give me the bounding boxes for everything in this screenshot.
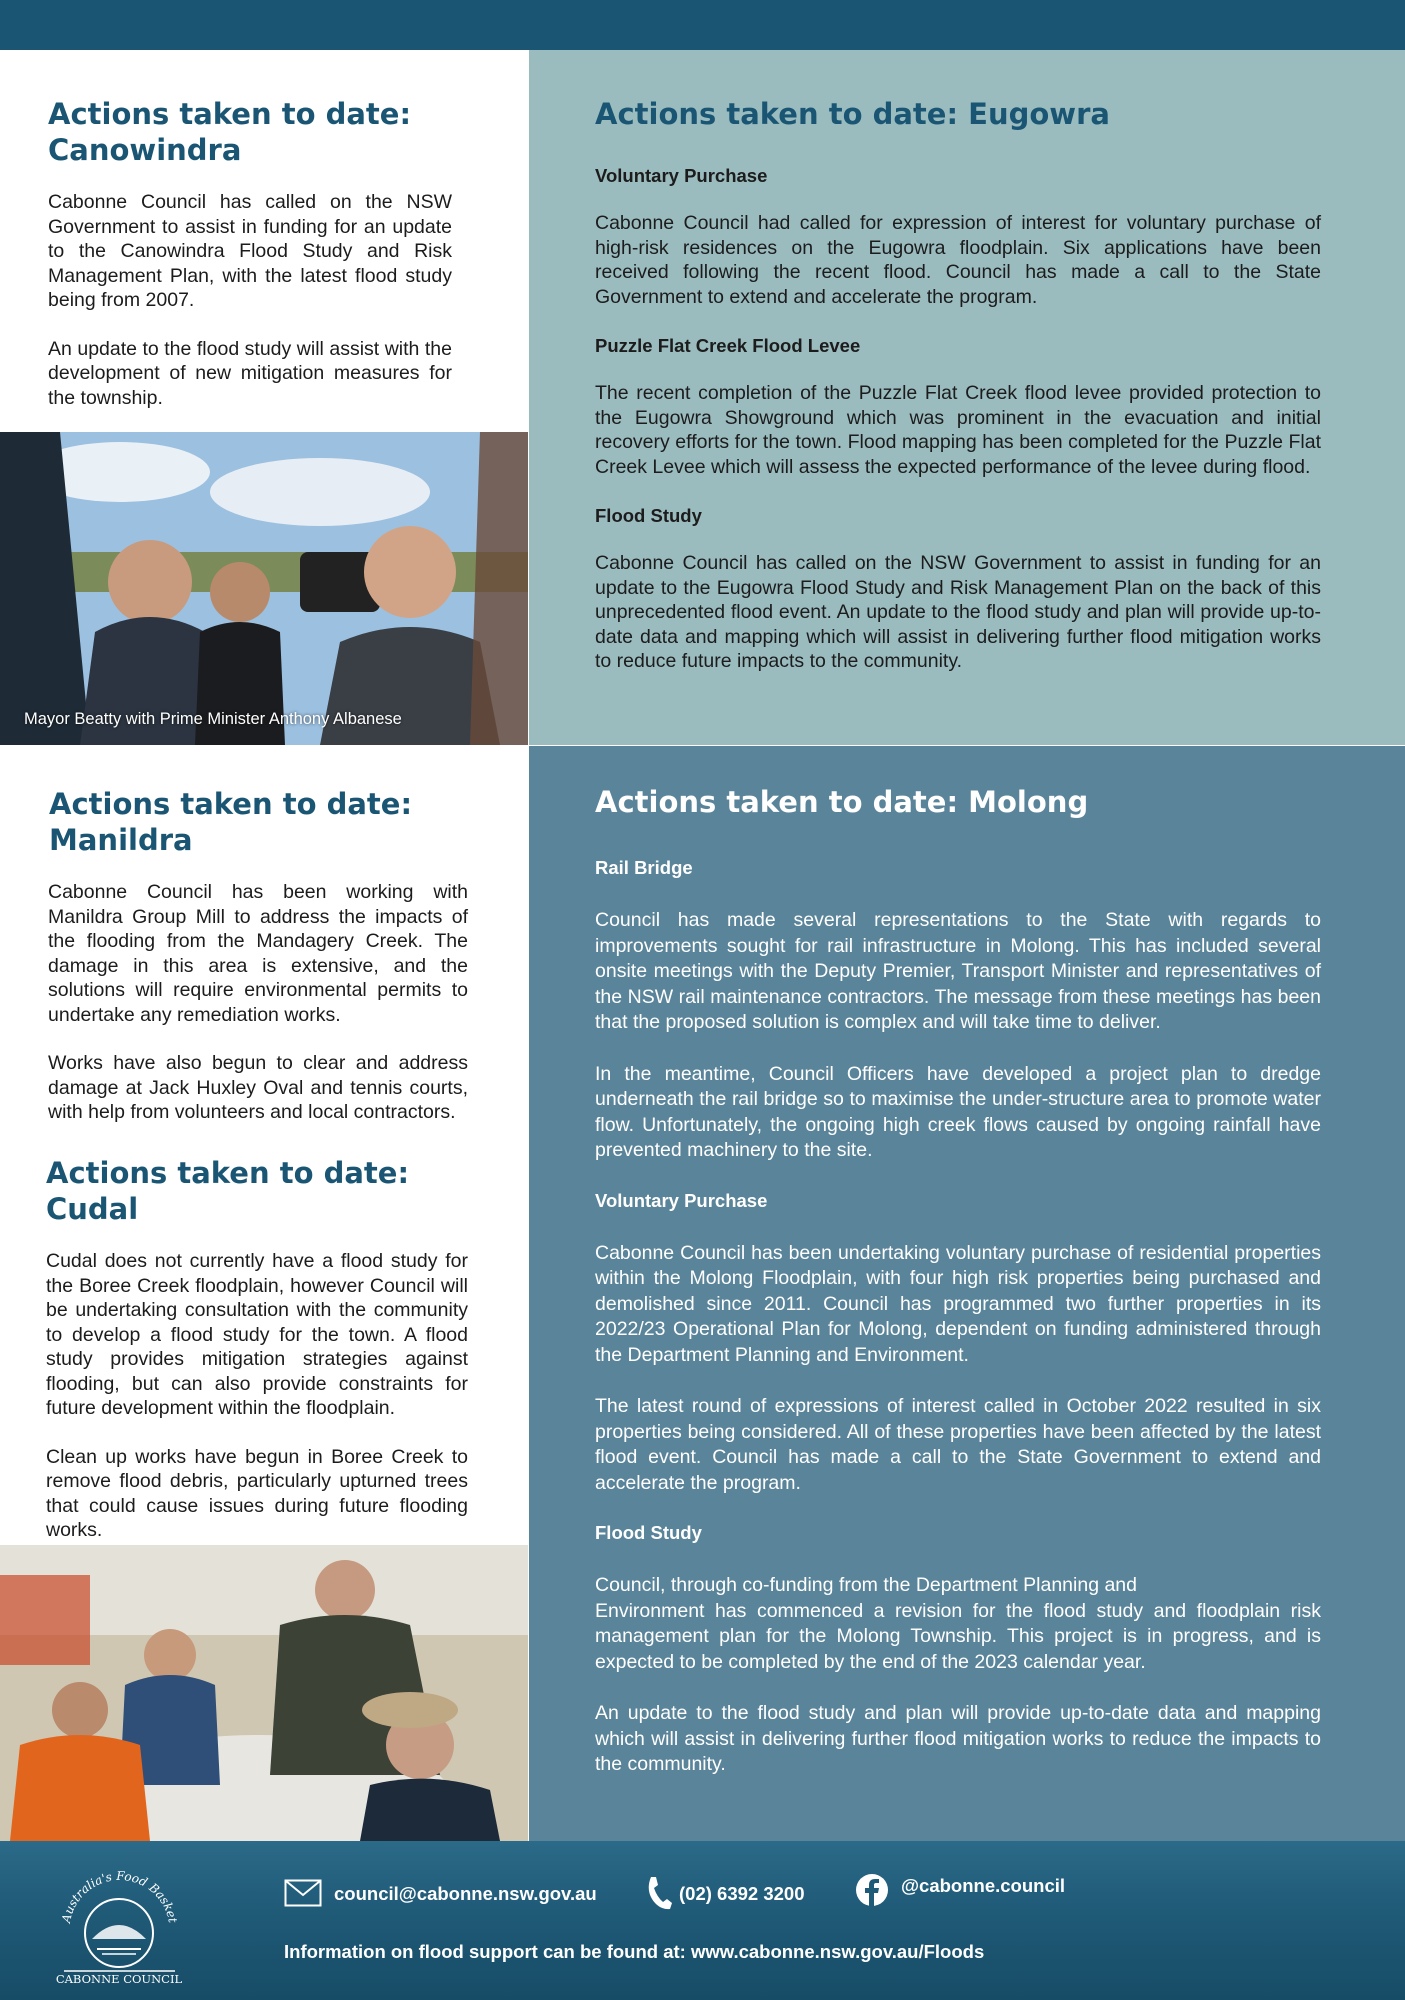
cudal-section (46, 1155, 468, 1543)
manildra-section (48, 786, 468, 1125)
molong-fs-paragraph-2: An update to the flood study and plan will provide up-to-date data and mapping which will assist in delivering further flood mitigation works to reduce the impacts to the community. (595, 1702, 1321, 1775)
cudal-paragraph-1: Cudal does not currently have a flood study for the Boree Creek floodplain, however Council will be undertaking consultation with the community to develop a flood study for the town. A flood study provides mitigation strategies against flooding, but can also provide constraints for future development within the floodplain. (46, 1250, 468, 1419)
facebook-icon (855, 1873, 889, 1907)
phone-number[interactable]: (02) 6392 3200 (679, 1883, 805, 1904)
mayor-prime-minister-photo (0, 432, 528, 745)
canowindra-title: Actions taken to date: Canowindra (48, 97, 412, 167)
photo-illustration (0, 432, 528, 745)
cabonne-council-logo (52, 1861, 187, 1986)
molong-vp-paragraph-2: The latest round of expressions of interest called in October 2022 resulted in six properties being considered. All of these properties have been affected by the latest flood event. Council has made a call to the State Government to extend and accelerate the program. (595, 1395, 1321, 1494)
eugowra-heading-voluntary-purchase: Voluntary Purchase (595, 165, 768, 186)
facebook-handle[interactable]: @cabonne.council (901, 1875, 1066, 1896)
molong-rail-paragraph-2: In the meantime, Council Officers have developed a project plan to dredge underneath the rail bridge so to maximise the under-structure area to promote water flow. Unfortunately, the ongoing high creek flows caused by ongoing rainfall have prevented machinery to the site. (595, 1062, 1321, 1161)
eugowra-section (595, 96, 1321, 674)
molong-heading-voluntary-purchase: Voluntary Purchase (595, 1189, 768, 1211)
molong-fs-paragraph-1: Council, through co-funding from the Department Planning and Environment has commenced a revision for the flood study and floodplain risk management plan for the Molong Township. This project is in progress, and is expected to be completed by the end of the 2023 calendar year. (595, 1574, 1321, 1673)
eugowra-title: Actions taken to date: Eugowra (595, 97, 1110, 131)
canowindra-paragraph-1: Cabonne Council has called on the NSW Government to assist in funding for an update to the Canowindra Flood Study and Risk Management Plan, with the latest flood study being from 2007. (48, 191, 452, 311)
canowindra-section (48, 96, 452, 410)
manildra-title: Actions taken to date: Manildra (49, 787, 413, 857)
svg-text:Australia's Food Basket: Australia's Food Basket (59, 1869, 180, 1925)
eugowra-heading-levee: Puzzle Flat Creek Flood Levee (595, 335, 861, 356)
svg-text:CABONNE COUNCIL: CABONNE COUNCIL (55, 1972, 183, 1986)
top-banner (0, 0, 1405, 50)
emergency-crew-photo (0, 1545, 528, 1841)
phone-icon (645, 1875, 673, 1911)
eugowra-text-voluntary-purchase: Cabonne Council had called for expression of interest for voluntary purchase of high-risk residences on the Eugowra floodplain. Six applications have been received following the recent flood. Council has made a call to the State Government to extend and accelerate the program. (595, 212, 1321, 308)
manildra-paragraph-1: Cabonne Council has been working with Manildra Group Mill to address the impacts of the flooding from the Mandagery Creek. The damage in this area is extensive, and the solutions will require environmental permits to undertake any remediation works. (48, 881, 468, 1026)
manildra-paragraph-2: Works have also begun to clear and address damage at Jack Huxley Oval and tennis courts, with help from volunteers and local contractors. (48, 1052, 468, 1123)
email-address[interactable]: council@cabonne.nsw.gov.au (334, 1883, 597, 1904)
molong-vp-paragraph-1: Cabonne Council has been undertaking voluntary purchase of residential properties within the Molong Floodplain, with four high risk properties being purchased and demolished since 2011. Council has programmed two further properties in its 2022/23 Operational Plan for Molong, dependent on funding administered through the Department Planning and Environment. (595, 1241, 1321, 1366)
eugowra-text-flood-study: Cabonne Council has called on the NSW Government to assist in funding for an update to the Eugowra Flood Study and Risk Management Plan on the back of this unprecedented flood event. An update to the flood study and plan will provide up-to-date data and mapping which will assist in delivering further flood mitigation works to reduce future impacts to the community. (595, 552, 1321, 672)
cudal-title: Actions taken to date: Cudal (46, 1156, 410, 1226)
canowindra-paragraph-2: An update to the flood study will assist with the development of new mitigation measures for the township. (48, 337, 452, 409)
molong-rail-paragraph-1: Council has made several representations to the State with regards to improvements sought for rail infrastructure in Molong. This has included several onsite meetings with the Deputy Premier, Transport Minister and representatives of the NSW rail maintenance contractors. The message from these meetings has been that the proposed solution is complex and will take time to deliver. (595, 909, 1321, 1033)
molong-heading-flood-study: Flood Study (595, 1522, 702, 1543)
molong-section (595, 784, 1321, 1778)
eugowra-text-levee: The recent completion of the Puzzle Flat Creek flood levee provided protection to the Eugowra Showground which was prominent in the evacuation and initial recovery efforts for the town. Flood mapping has been completed for the Puzzle Flat Creek Levee which will assess the expected performance of the levee during flood. (595, 382, 1321, 478)
footer (0, 1841, 1405, 2000)
email-icon (284, 1879, 322, 1907)
photo-illustration-2 (0, 1545, 528, 1841)
flood-support-info: Information on flood support can be found at: www.cabonne.nsw.gov.au/Floods (284, 1941, 985, 1962)
cudal-paragraph-2: Clean up works have begun in Boree Creek to remove flood debris, particularly upturned trees that could cause issues during future flooding works. (46, 1445, 468, 1541)
molong-heading-rail-bridge: Rail Bridge (595, 857, 693, 878)
molong-title: Actions taken to date: Molong (595, 785, 1089, 819)
photo-caption: Mayor Beatty with Prime Minister Anthony Albanese (24, 710, 402, 728)
eugowra-heading-flood-study: Flood Study (595, 505, 702, 526)
